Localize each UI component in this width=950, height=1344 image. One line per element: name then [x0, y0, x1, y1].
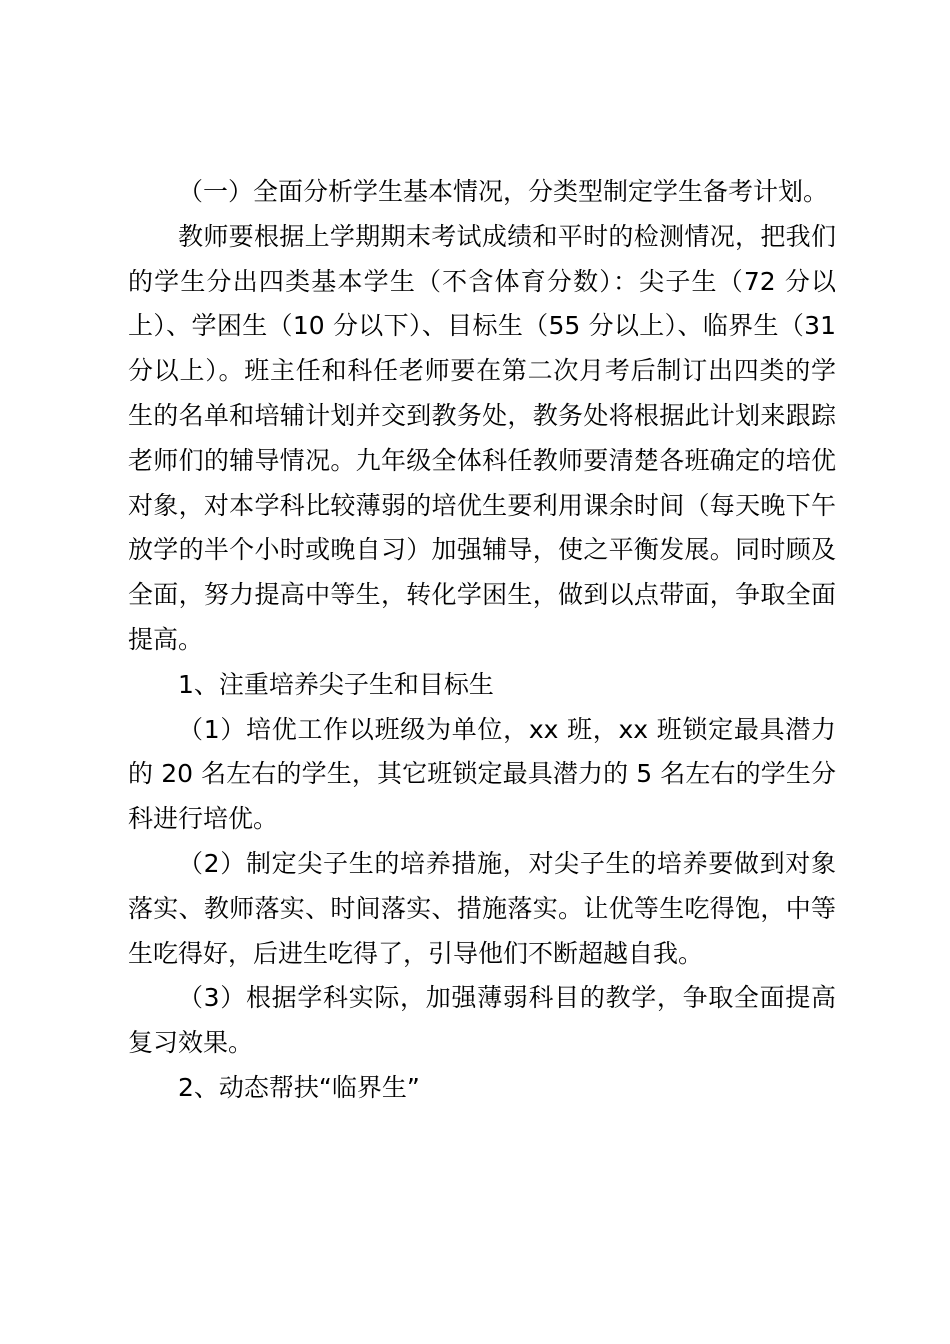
list-item-3: （3）根据学科实际，加强薄弱科目的教学，争取全面提高复习效果。 — [128, 983, 836, 1058]
body-paragraph-student-classification: 教师要根据上学期期末考试成绩和平时的检测情况，把我们的学生分出四类基本学生（不含体育分数）：尖子生（72 分以上）、学困生（10 分以下）、目标生（55 分以上）、临界生（31 分以上）。班主任和科任老师要在第二次月考后制订出四类的学生的名单和培辅计划并交到教务处，教务处将根据此计划来跟踪老师们的辅导情况。九年级全体科任教师要清楚各班确定的培优对象，对本学科比较薄弱的培优生要利用课余时间（每天晚下午放学的半个小时或晚自习）加强辅导，使之平衡发展。同时顾及全面，努力提高中等生，转化学困生，做到以点带面，争取全面提高。 — [128, 221, 836, 654]
list-item-1: （1）培优工作以班级为单位，xx 班，xx 班锁定最具潜力的 20 名左右的学生，其它班锁定最具潜力的 5 名左右的学生分科进行培优。 — [128, 714, 836, 834]
document-body — [128, 170, 836, 1111]
subsection-heading-1: 1、注重培养尖子生和目标生 — [178, 669, 494, 699]
list-item-2: （2）制定尖子生的培养措施，对尖子生的培养要做到对象落实、教师落实、时间落实、措施落实。让优等生吃得饱，中等生吃得好，后进生吃得了，引导他们不断超越自我。 — [128, 848, 836, 968]
section-heading-1: （一）全面分析学生基本情况，分类型制定学生备考计划。 — [178, 177, 829, 206]
subsection-heading-2: 2、动态帮扶“临界生” — [178, 1072, 420, 1102]
